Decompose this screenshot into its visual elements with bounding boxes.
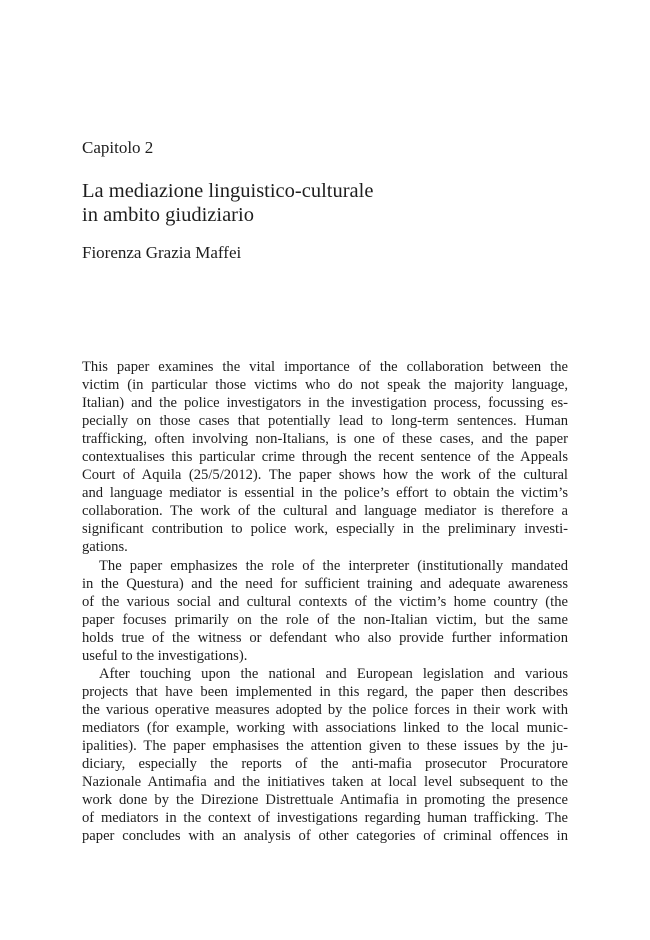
abstract-line: holds true of the witness or defendant who also provide further information (82, 629, 568, 646)
abstract-line: useful to the investigations). (82, 647, 248, 664)
abstract-line: diciary, especially the reports of the anti-mafia prosecutor Procuratore (82, 756, 568, 773)
abstract-line: After touching upon the national and European legislation and various (99, 665, 568, 682)
abstract-line: trafficking, often involving non-Italians, is one of these cases, and the paper (82, 431, 568, 448)
abstract-paragraph (82, 665, 568, 845)
abstract-line: of the various social and cultural contexts of the victim’s home country (the (82, 593, 568, 610)
chapter-title-line: in ambito giudiziario (82, 204, 254, 226)
chapter-title (82, 179, 373, 227)
abstract-line: paper concludes with an analysis of other categories of criminal offences in (82, 828, 568, 845)
abstract-line: This paper examines the vital importance of the collaboration between the (82, 359, 568, 375)
abstract-line: Court of Aquila (25/5/2012). The paper shows how the work of the cultural (82, 467, 568, 484)
abstract-paragraph (82, 557, 568, 665)
abstract-line: pecially on those cases that potentially lead to long-term sentences. Human (82, 413, 568, 430)
abstract-line: the various operative measures adopted by the police forces in their work with (82, 701, 568, 718)
abstract-line: Italian) and the police investigators in the investigation process, focussing es- (82, 395, 568, 412)
chapter-label: Capitolo 2 (82, 138, 154, 157)
abstract-line: mediators (for example, working with associations linked to the local munic- (82, 719, 568, 736)
abstract-paragraph (82, 358, 568, 557)
abstract-line: victim (in particular those victims who do not speak the majority language, (82, 377, 568, 394)
abstract-line: Nazionale Antimafia and the initiatives taken at local level subsequent to the (82, 774, 568, 791)
abstract-line: collaboration. The work of the cultural and language mediator is therefore a (82, 503, 568, 520)
abstract-line: of mediators in the context of investigations regarding human trafficking. The (82, 810, 568, 827)
abstract-line: in the Questura) and the need for sufficient training and adequate awareness (82, 575, 568, 592)
author-name: Fiorenza Grazia Maffei (82, 243, 242, 262)
abstract-line: gations. (82, 539, 128, 556)
abstract-line: paper focuses primarily on the role of the non-Italian victim, but the same (82, 611, 568, 628)
abstract-line: work done by the Direzione Distrettuale Antimafia in promoting the presence (82, 792, 568, 809)
abstract-line: The paper emphasizes the role of the interpreter (institutionally mandated (99, 557, 568, 574)
abstract (82, 358, 568, 845)
abstract-line: and language mediator is essential in the police’s effort to obtain the victim’s (82, 485, 568, 502)
chapter-title-line: La mediazione linguistico-culturale (82, 180, 374, 202)
abstract-line: ipalities). The paper emphasises the attention given to these issues by the ju- (82, 737, 568, 754)
abstract-line: significant contribution to police work, especially in the preliminary investi- (82, 521, 568, 538)
abstract-line: projects that have been implemented in this regard, the paper then describes (82, 683, 568, 700)
abstract-line: contextualises this particular crime through the recent sentence of the Appeals (82, 449, 568, 466)
